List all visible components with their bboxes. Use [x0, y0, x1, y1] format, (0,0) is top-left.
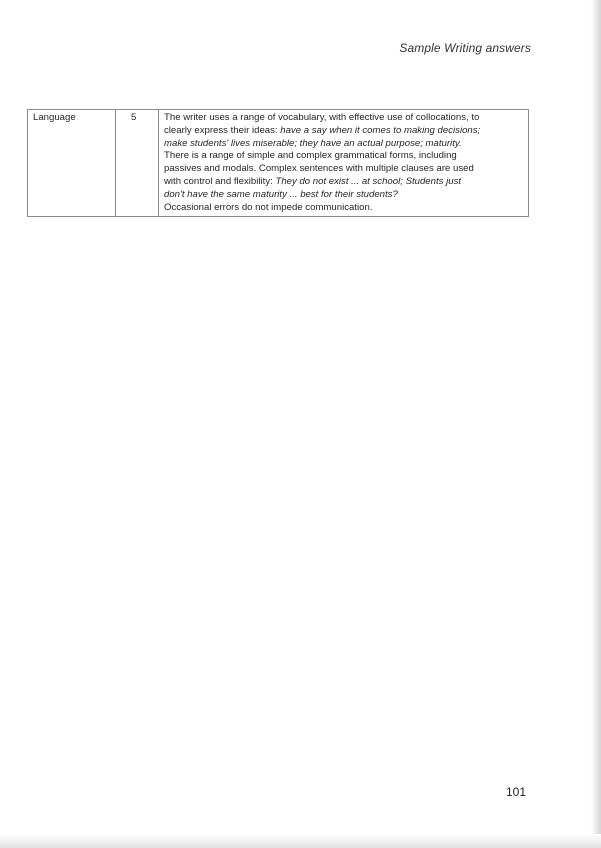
comment-line: Occasional errors do not impede communication. [164, 201, 373, 213]
page-edge-shadow-right [591, 0, 601, 848]
mark-cell: 5 [116, 110, 159, 217]
page-edge-shadow-bottom [0, 834, 601, 848]
comment-line: The writer uses a range of vocabulary, with effective use of collocations, to [164, 112, 480, 123]
comment-line: don't have the same maturity ... best for their students? [164, 188, 398, 200]
page-number: 101 [505, 785, 526, 799]
running-header: Sample Writing answers [399, 41, 531, 55]
comment-line: passives and modals. Complex sentences with multiple clauses are used [164, 163, 474, 175]
comment-line: There is a range of simple and complex grammatical forms, including [164, 150, 457, 162]
table-row [28, 110, 529, 217]
comment-line: make students' lives miserable; they have an actual purpose; maturity. [164, 137, 462, 149]
comment-line: with control and flexibility: They do not exist ... at school; Students just [164, 175, 462, 187]
assessment-table [27, 109, 529, 217]
comment-line: clearly express their ideas: have a say when it comes to making decisions; [164, 124, 481, 136]
criterion-cell: Language [28, 110, 116, 217]
comment-cell [159, 110, 529, 217]
